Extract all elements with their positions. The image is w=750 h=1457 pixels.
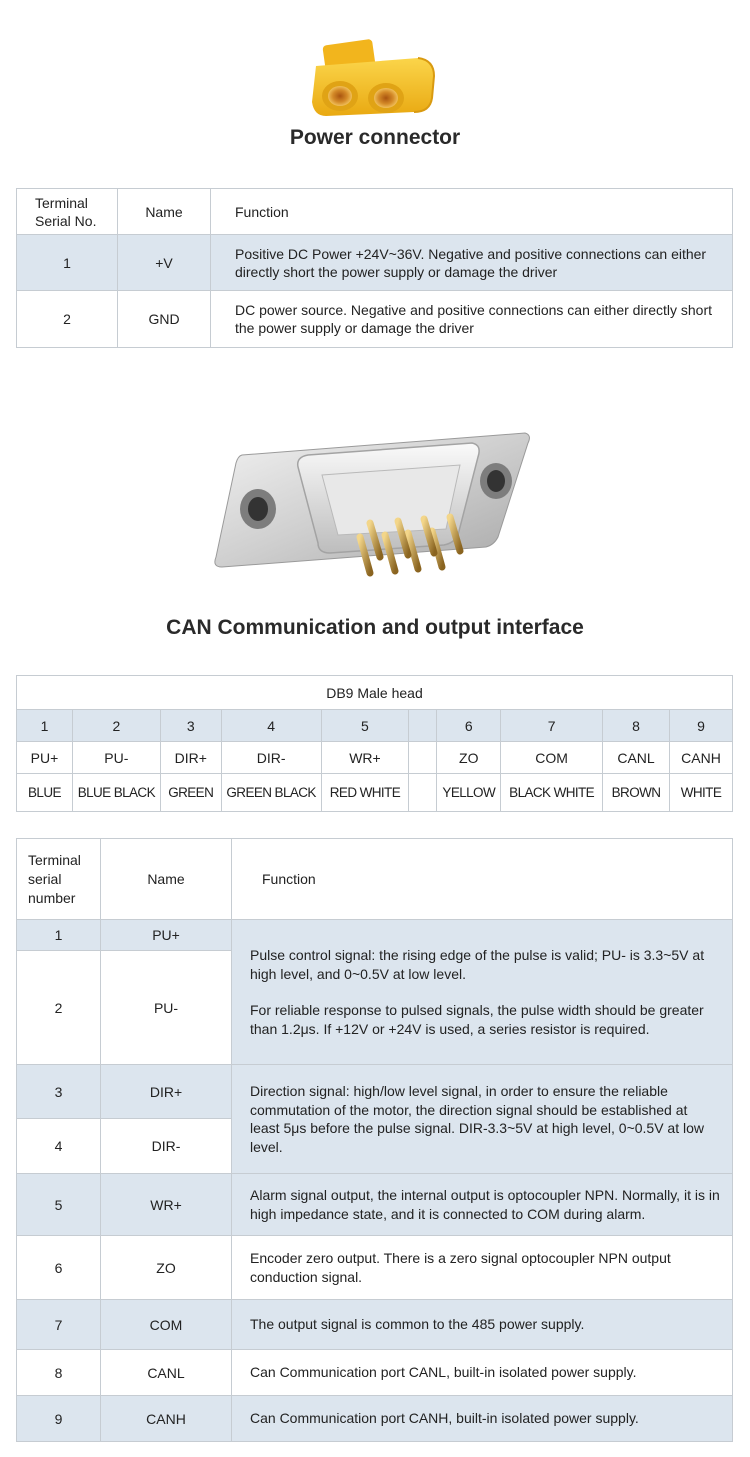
row-name: CANH [101,1396,232,1442]
canh-function: Can Communication port CANH, built-in isolated power supply. [232,1396,733,1442]
table-row [17,1396,733,1442]
db9-pin: 1 [17,710,73,742]
row-name: CANL [101,1350,232,1396]
row-name: ZO [101,1236,232,1300]
pulse-width-text: For reliable response to pulsed signals, the pulse width should be greater than 1.2μs. If +12V or +24V is used, a series resistor is required. [250,1002,704,1037]
row-name: DIR- [101,1119,232,1174]
row-name: WR+ [101,1174,232,1236]
row-name: PU- [101,951,232,1065]
row-serial: 9 [17,1396,101,1442]
db9-wire-color: RED WHITE [321,774,409,812]
com-function: The output signal is common to the 485 power supply. [232,1300,733,1350]
row-name: PU+ [101,920,232,951]
db9-pin [409,710,437,742]
db9-pin: 3 [160,710,221,742]
db9-signal: CANL [603,742,670,774]
header-name: Name [101,839,232,920]
db9-wire-color: GREEN BLACK [221,774,321,812]
header-serial: Terminal Serial No. [17,189,118,235]
row-serial: 1 [17,235,118,291]
row-serial: 7 [17,1300,101,1350]
db9-wire-color: BLACK WHITE [501,774,603,812]
db9-signal: PU- [72,742,160,774]
db9-pin: 6 [437,710,501,742]
db9-signal-row [17,742,733,774]
db9-signal: PU+ [17,742,73,774]
pulse-function-text: Pulse control signal: the rising edge of the pulse is valid; PU- is 3.3~5V at high level, and 0~0.5V at low level. [250,947,705,982]
row-name: COM [101,1300,232,1350]
db9-wire-color: GREEN [160,774,221,812]
canl-function: Can Communication port CANL, built-in isolated power supply. [232,1350,733,1396]
row-serial: 6 [17,1236,101,1300]
row-serial: 2 [17,291,118,348]
db9-header: DB9 Male head [17,676,733,710]
db9-wire-color: YELLOW [437,774,501,812]
table-row [17,1065,733,1119]
table-row [17,1236,733,1300]
header-name: Name [118,189,211,235]
db9-signal: WR+ [321,742,409,774]
db9-pin: 8 [603,710,670,742]
terminal-table [16,838,733,1442]
power-connector-image [300,36,450,122]
db9-pin: 5 [321,710,409,742]
row-serial: 1 [17,920,101,951]
table-row [17,1350,733,1396]
table-row [17,1300,733,1350]
db9-signal: DIR- [221,742,321,774]
direction-function: Direction signal: high/low level signal, in order to ensure the reliable commutation of the motor, the direction signal should be established at least 5μs before the pulse signal. DIR-3.3~5V at high level, 0~0.5V at low level. [232,1065,733,1174]
db9-signal: ZO [437,742,501,774]
table-row [17,1174,733,1236]
db9-wire-color [409,774,437,812]
power-table [16,188,733,348]
db9-table [16,675,733,812]
db9-pin: 4 [221,710,321,742]
db9-signal: DIR+ [160,742,221,774]
table-row [17,235,733,291]
db9-wire-color: BLUE [17,774,73,812]
db9-wire-color: BLUE BLACK [72,774,160,812]
power-connector-title: Power connector [289,126,461,149]
db9-wire-row [17,774,733,812]
row-function: Positive DC Power +24V~36V. Negative and positive connections can either directly short the power supply or damage the driver [211,235,733,291]
row-serial: 4 [17,1119,101,1174]
row-serial: 5 [17,1174,101,1236]
header-function: Function [211,189,733,235]
row-function: DC power source. Negative and positive connections can either directly short the power supply or damage the driver [211,291,733,348]
header-serial: Terminal serial number [17,839,101,920]
row-name: DIR+ [101,1065,232,1119]
db9-signal: CANH [669,742,732,774]
table-row [17,291,733,348]
db9-pin: 9 [669,710,732,742]
alarm-function: Alarm signal output, the internal output is optocoupler NPN. Normally, it is in high impedance state, and it is connected to COM during alarm. [232,1174,733,1236]
db9-pin: 2 [72,710,160,742]
db9-signal [409,742,437,774]
power-table-header [17,189,733,235]
db9-connector-image [210,425,535,580]
row-serial: 2 [17,951,101,1065]
row-name: +V [118,235,211,291]
can-interface-title: CAN Communication and output interface [166,616,584,639]
row-serial: 3 [17,1065,101,1119]
terminal-table-header [17,839,733,920]
row-name: GND [118,291,211,348]
pulse-function-cell [232,920,733,1065]
db9-wire-color: BROWN [603,774,670,812]
header-function: Function [232,839,733,920]
zero-function: Encoder zero output. There is a zero signal optocoupler NPN output conduction signal. [232,1236,733,1300]
db9-wire-color: WHITE [669,774,732,812]
row-serial: 8 [17,1350,101,1396]
table-row [17,920,733,951]
db9-pin-row [17,710,733,742]
db9-signal: COM [501,742,603,774]
db9-pin: 7 [501,710,603,742]
